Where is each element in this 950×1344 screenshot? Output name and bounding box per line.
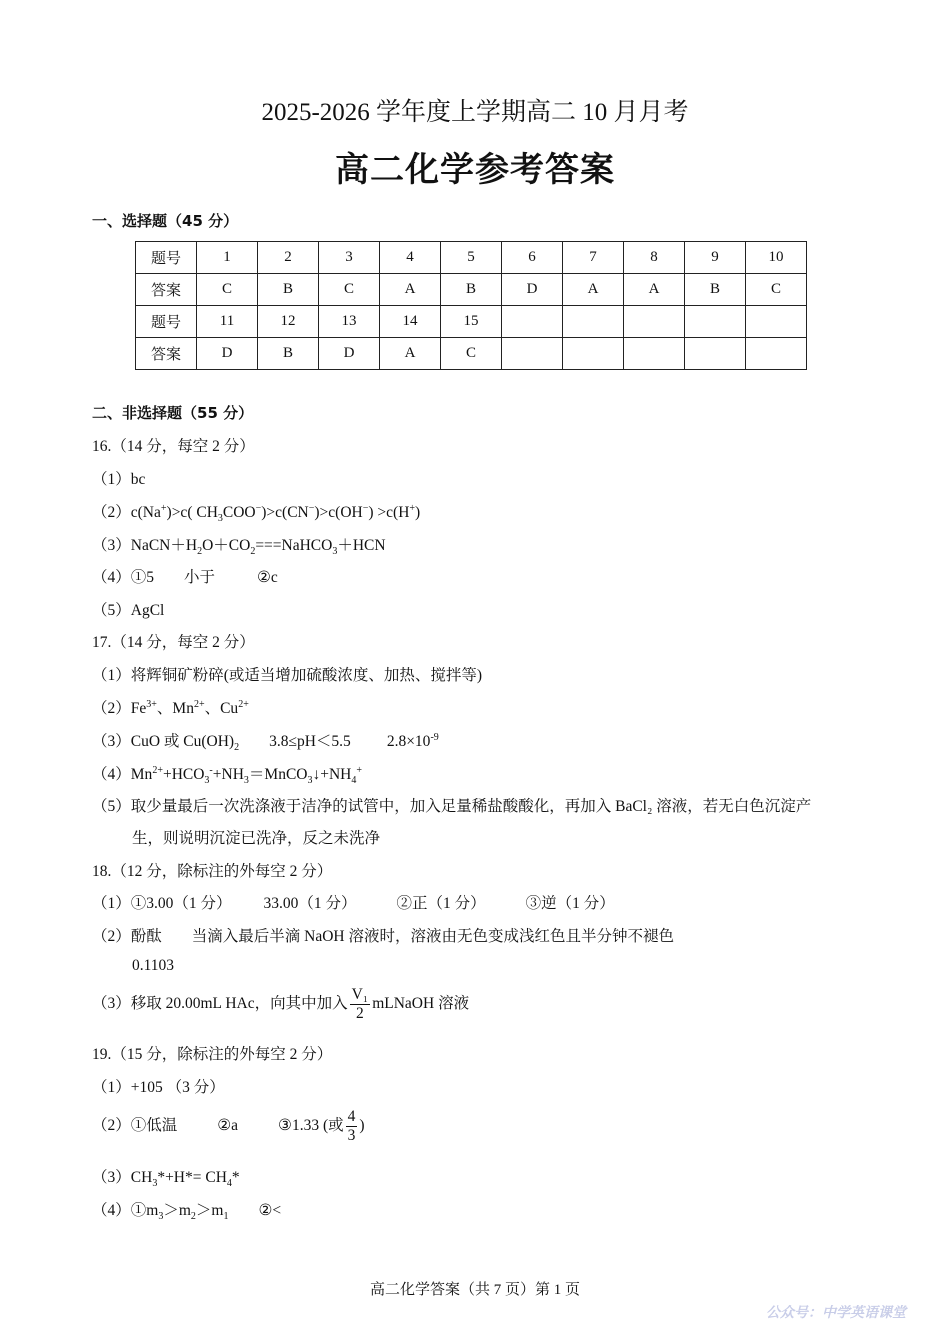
table-row	[136, 338, 807, 370]
table-cell: 11	[197, 306, 258, 338]
table-cell: 3	[319, 242, 380, 274]
table-cell: 6	[502, 242, 563, 274]
answer-part: ③逆（1 分）	[525, 895, 615, 912]
table-cell	[563, 306, 624, 338]
watermark: 公众号：中学英语课堂	[766, 1305, 906, 1321]
answer-part: ②c	[257, 569, 278, 586]
table-cell: B	[685, 274, 746, 306]
answer-part: （2）酚酞	[92, 928, 162, 945]
table-cell	[685, 338, 746, 370]
answer-line: 0.1103	[132, 957, 175, 974]
answer-part: （1）①3.00（1 分）	[92, 895, 232, 912]
answer-part: （4）①5	[92, 569, 155, 586]
answer-line: （5）AgCl	[92, 602, 165, 619]
table-row	[136, 306, 807, 338]
table-cell: A	[624, 274, 685, 306]
row-label: 题号	[136, 242, 197, 274]
section-heading-choice: 一、选择题（45 分）	[92, 212, 239, 230]
table-cell: 2	[258, 242, 319, 274]
answer-prefix: （3）	[92, 537, 131, 554]
answer-line: （1）将辉铜矿粉碎(或适当增加硫酸浓度、加热、搅拌等)	[92, 667, 483, 684]
answer-prefix: （2）	[92, 700, 131, 717]
table-cell	[624, 338, 685, 370]
table-cell: D	[319, 338, 380, 370]
fraction	[350, 986, 371, 1023]
answer-line: （2）c(Na+)>c( $CH_3COO^-)>c(CN^-)>c(OH^-) >c(H^+)$	[92, 502, 421, 525]
answer-table	[135, 241, 807, 370]
answer-part: ③1.33 (或	[278, 1117, 344, 1135]
answer-part: 33.00（1 分）	[263, 895, 357, 912]
section-heading-nonchoice: 二、非选择题（55 分）	[92, 404, 254, 422]
answer-prefix: （4）	[92, 1202, 131, 1219]
answer-part: 当滴入最后半滴 NaOH 溶液时，溶液由无色变成浅红色且半分钟不褪色	[191, 928, 674, 945]
table-cell	[502, 338, 563, 370]
table-cell	[624, 306, 685, 338]
table-cell: 8	[624, 242, 685, 274]
table-cell: D	[502, 274, 563, 306]
table-cell: 7	[563, 242, 624, 274]
table-cell: C	[746, 274, 807, 306]
answer-line: $(4)Mn^{2+}+HCO_3^-+NH_3=MnCO_3↓+NH_4^+$	[92, 764, 363, 787]
answer-line	[92, 891, 615, 913]
answer-line	[92, 565, 278, 587]
table-row	[136, 274, 807, 306]
answer-line	[92, 924, 674, 946]
table-cell: 1	[197, 242, 258, 274]
table-cell: A	[380, 338, 441, 370]
question-17-heading: 17.（14 分，每空 2 分）	[92, 634, 255, 651]
answer-line: $(4)①m_3>m_2>m_1$ ②<	[92, 1202, 282, 1223]
table-cell: A	[380, 274, 441, 306]
answer-prefix: （4）	[92, 766, 131, 783]
answer-prefix: （3）	[92, 1169, 131, 1186]
table-cell: B	[441, 274, 502, 306]
table-cell	[746, 338, 807, 370]
document-title: 高二化学参考答案	[335, 150, 615, 190]
answer-part: （3）移取 20.00mL HAc，向其中加入	[92, 995, 348, 1013]
answer-line: 生，则说明沉淀已洗净，反之未洗净	[132, 830, 381, 847]
table-cell	[746, 306, 807, 338]
row-label: 答案	[136, 274, 197, 306]
fraction-numerator: 4	[347, 1108, 356, 1125]
table-cell: B	[258, 274, 319, 306]
answer-part: )	[359, 1117, 365, 1135]
table-cell: A	[563, 274, 624, 306]
table-row	[136, 242, 807, 274]
question-16-heading: 16.（14 分，每空 2 分）	[92, 438, 255, 455]
exam-title: 2025-2026 学年度上学期高二 10 月月考	[261, 99, 689, 126]
answer-part: 小于	[184, 569, 216, 586]
answer-line: $(2)Fe^{3+}$、$Mn^{2+}$、$Cu^{2+}$	[92, 698, 249, 717]
table-cell	[685, 306, 746, 338]
answer-line: （5）取少量最后一次洗涤液于洁净的试管中，加入足量稀盐酸酸化，再加入 BaCl₂ 溶液，若无白色沉淀产	[92, 798, 812, 815]
table-cell: B	[258, 338, 319, 370]
table-cell: 9	[685, 242, 746, 274]
table-cell: 10	[746, 242, 807, 274]
fraction-numerator: V₁	[351, 986, 369, 1003]
answer-line: （1）+105 （3 分）	[92, 1079, 225, 1096]
table-cell: 15	[441, 306, 502, 338]
table-cell: C	[441, 338, 502, 370]
fraction-denominator: 3	[347, 1127, 356, 1144]
table-cell: 5	[441, 242, 502, 274]
answer-part: mLNaOH 溶液	[372, 995, 470, 1013]
answer-line: （1）bc	[92, 471, 146, 488]
table-cell: 4	[380, 242, 441, 274]
answer-part: ②正（1 分）	[396, 895, 486, 912]
answer-line: （3）CuO 或 $Cu(OH)_2$ 3.8≤pH＜5.5 $2.8\times 10^{-9}$	[92, 731, 439, 754]
answer-part: ②a	[217, 1117, 239, 1135]
table-cell: 14	[380, 306, 441, 338]
table-cell: D	[197, 338, 258, 370]
table-cell: C	[197, 274, 258, 306]
row-label: 答案	[136, 338, 197, 370]
answer-line	[92, 1108, 365, 1145]
answer-line	[92, 986, 469, 1023]
answer-prefix: （2）	[92, 504, 131, 521]
table-cell	[563, 338, 624, 370]
row-label: 题号	[136, 306, 197, 338]
answer-line: $(3)CH_3*+H*= CH_4*$	[92, 1169, 240, 1190]
table-cell: 12	[258, 306, 319, 338]
answer-part: （2）①低温	[92, 1117, 178, 1135]
question-18-heading: 18.（12 分，除标注的外每空 2 分）	[92, 863, 333, 880]
answer-line: $(3)NaCN+H_2O+CO_2===NaHCO_3+HCN$	[92, 537, 386, 558]
fraction	[346, 1108, 358, 1145]
table-cell: 13	[319, 306, 380, 338]
answer-part: ②<	[258, 1202, 282, 1219]
answer-prefix: （3）	[92, 733, 131, 750]
page-footer: 高二化学答案（共 7 页）第 1 页	[369, 1282, 580, 1298]
table-cell: C	[319, 274, 380, 306]
fraction-denominator: 2	[356, 1005, 364, 1022]
table-cell	[502, 306, 563, 338]
question-19-heading: 19.（15 分，除标注的外每空 2 分）	[92, 1046, 333, 1063]
answer-part: 3.8≤pH＜5.5	[269, 733, 351, 750]
